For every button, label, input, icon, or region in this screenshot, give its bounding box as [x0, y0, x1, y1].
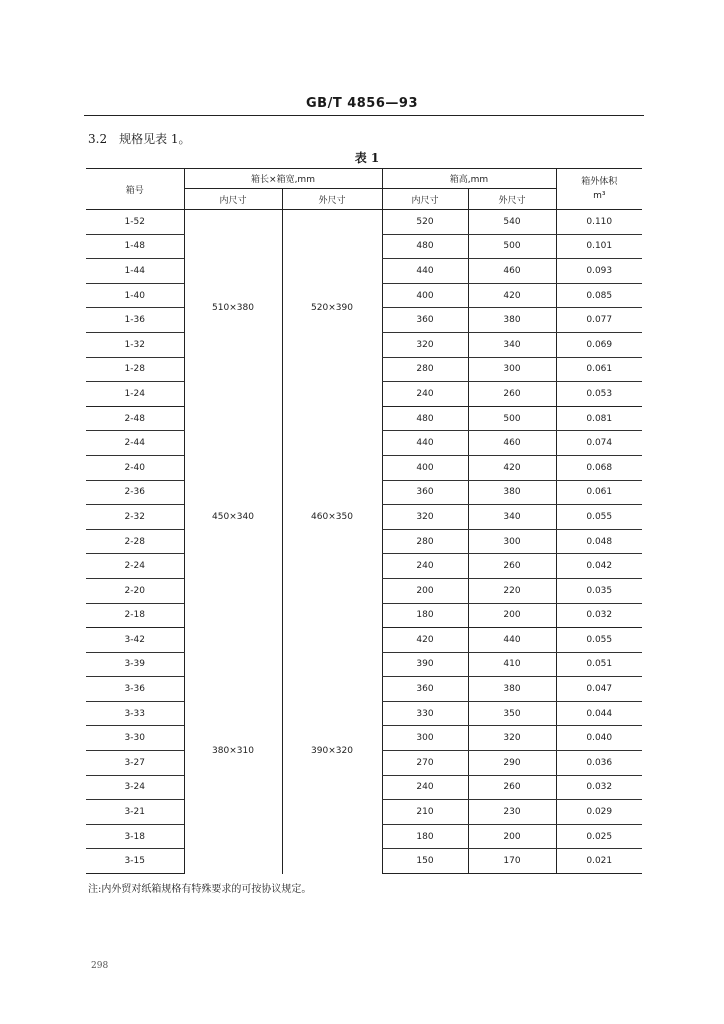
header-h-inner: 内尺寸: [382, 189, 468, 210]
box-no-cell: 3-18: [86, 824, 184, 849]
inner-h-cell: 180: [382, 824, 468, 849]
inner-h-cell: 360: [382, 480, 468, 505]
outer-h-cell: 340: [468, 332, 556, 357]
inner-h-cell: 320: [382, 505, 468, 530]
outer-h-cell: 380: [468, 308, 556, 333]
volume-cell: 0.069: [556, 332, 642, 357]
box-no-cell: 3-39: [86, 652, 184, 677]
volume-cell: 0.025: [556, 824, 642, 849]
inner-h-cell: 440: [382, 259, 468, 284]
volume-cell: 0.042: [556, 554, 642, 579]
inner-h-cell: 240: [382, 382, 468, 407]
table-caption: 表 1: [354, 151, 380, 165]
box-no-cell: 1-28: [86, 357, 184, 382]
header-length-width: 箱长×箱宽,mm: [184, 169, 382, 189]
outer-h-cell: 380: [468, 677, 556, 702]
outer-h-cell: 460: [468, 259, 556, 284]
header-lw-inner: 内尺寸: [184, 189, 282, 210]
inner-h-cell: 180: [382, 603, 468, 628]
box-no-cell: 3-30: [86, 726, 184, 751]
header-box-no: 箱号: [86, 169, 184, 210]
box-no-cell: 3-27: [86, 751, 184, 776]
outer-h-cell: 410: [468, 652, 556, 677]
box-no-cell: 2-40: [86, 455, 184, 480]
volume-cell: 0.029: [556, 800, 642, 825]
box-no-cell: 2-36: [86, 480, 184, 505]
inner-h-cell: 520: [382, 210, 468, 235]
volume-cell: 0.055: [556, 505, 642, 530]
volume-cell: 0.047: [556, 677, 642, 702]
outer-h-cell: 540: [468, 210, 556, 235]
inner-h-cell: 400: [382, 455, 468, 480]
volume-cell: 0.048: [556, 529, 642, 554]
box-no-cell: 3-21: [86, 800, 184, 825]
volume-cell: 0.032: [556, 775, 642, 800]
outer-h-cell: 170: [468, 849, 556, 874]
inner-h-cell: 280: [382, 529, 468, 554]
box-no-cell: 2-44: [86, 431, 184, 456]
box-no-cell: 1-24: [86, 382, 184, 407]
outer-h-cell: 420: [468, 455, 556, 480]
header-height: 箱高,mm: [382, 169, 556, 189]
volume-cell: 0.036: [556, 751, 642, 776]
volume-cell: 0.061: [556, 480, 642, 505]
box-no-cell: 3-15: [86, 849, 184, 874]
table-note: 注:内外贸对纸箱规格有特殊要求的可按协议规定。: [88, 884, 312, 895]
outer-lw-cell: 520×390: [282, 210, 382, 407]
box-no-cell: 2-20: [86, 578, 184, 603]
outer-h-cell: 340: [468, 505, 556, 530]
inner-h-cell: 420: [382, 628, 468, 653]
inner-lw-cell: 380×310: [184, 628, 282, 874]
outer-h-cell: 220: [468, 578, 556, 603]
inner-h-cell: 300: [382, 726, 468, 751]
box-no-cell: 1-40: [86, 283, 184, 308]
inner-lw-cell: 510×380: [184, 210, 282, 407]
box-no-cell: 3-42: [86, 628, 184, 653]
table-row: [86, 406, 642, 431]
inner-h-cell: 400: [382, 283, 468, 308]
box-no-cell: 1-36: [86, 308, 184, 333]
box-no-cell: 3-33: [86, 701, 184, 726]
outer-h-cell: 200: [468, 603, 556, 628]
inner-h-cell: 330: [382, 701, 468, 726]
inner-h-cell: 480: [382, 234, 468, 259]
header-h-outer: 外尺寸: [468, 189, 556, 210]
section-clause: [88, 130, 191, 147]
outer-h-cell: 260: [468, 554, 556, 579]
header-volume-unit: m³: [593, 191, 606, 201]
outer-h-cell: 500: [468, 406, 556, 431]
table-row: [86, 628, 642, 653]
volume-cell: 0.035: [556, 578, 642, 603]
outer-h-cell: 200: [468, 824, 556, 849]
inner-h-cell: 270: [382, 751, 468, 776]
header-volume: [556, 169, 642, 210]
volume-cell: 0.021: [556, 849, 642, 874]
volume-cell: 0.051: [556, 652, 642, 677]
box-no-cell: 1-48: [86, 234, 184, 259]
outer-h-cell: 290: [468, 751, 556, 776]
volume-cell: 0.110: [556, 210, 642, 235]
outer-h-cell: 420: [468, 283, 556, 308]
volume-cell: 0.040: [556, 726, 642, 751]
outer-lw-cell: 460×350: [282, 406, 382, 627]
inner-h-cell: 390: [382, 652, 468, 677]
outer-h-cell: 260: [468, 382, 556, 407]
volume-cell: 0.085: [556, 283, 642, 308]
volume-cell: 0.101: [556, 234, 642, 259]
inner-h-cell: 210: [382, 800, 468, 825]
volume-cell: 0.055: [556, 628, 642, 653]
header-rule: [84, 115, 644, 116]
inner-h-cell: 360: [382, 677, 468, 702]
inner-h-cell: 200: [382, 578, 468, 603]
volume-cell: 0.068: [556, 455, 642, 480]
volume-cell: 0.081: [556, 406, 642, 431]
header-lw-outer: 外尺寸: [282, 189, 382, 210]
outer-h-cell: 320: [468, 726, 556, 751]
outer-h-cell: 230: [468, 800, 556, 825]
standard-code: GB/T 4856—93: [306, 96, 418, 111]
outer-h-cell: 440: [468, 628, 556, 653]
volume-cell: 0.032: [556, 603, 642, 628]
inner-h-cell: 440: [382, 431, 468, 456]
inner-lw-cell: 450×340: [184, 406, 282, 627]
inner-h-cell: 280: [382, 357, 468, 382]
volume-cell: 0.053: [556, 382, 642, 407]
box-no-cell: 2-18: [86, 603, 184, 628]
outer-lw-cell: 390×320: [282, 628, 382, 874]
box-no-cell: 2-48: [86, 406, 184, 431]
spec-table: [86, 168, 642, 874]
box-no-cell: 2-24: [86, 554, 184, 579]
outer-h-cell: 260: [468, 775, 556, 800]
inner-h-cell: 240: [382, 554, 468, 579]
box-no-cell: 1-32: [86, 332, 184, 357]
table-body: [86, 210, 642, 874]
box-no-cell: 2-32: [86, 505, 184, 530]
volume-cell: 0.061: [556, 357, 642, 382]
box-no-cell: 3-24: [86, 775, 184, 800]
table-row: [86, 210, 642, 235]
volume-cell: 0.077: [556, 308, 642, 333]
outer-h-cell: 300: [468, 357, 556, 382]
header-volume-label: 箱外体积: [581, 177, 618, 187]
outer-h-cell: 460: [468, 431, 556, 456]
volume-cell: 0.074: [556, 431, 642, 456]
outer-h-cell: 500: [468, 234, 556, 259]
inner-h-cell: 320: [382, 332, 468, 357]
section-number: 3.2: [88, 132, 108, 146]
outer-h-cell: 380: [468, 480, 556, 505]
inner-h-cell: 240: [382, 775, 468, 800]
inner-h-cell: 150: [382, 849, 468, 874]
inner-h-cell: 360: [382, 308, 468, 333]
inner-h-cell: 480: [382, 406, 468, 431]
box-no-cell: 3-36: [86, 677, 184, 702]
box-no-cell: 1-52: [86, 210, 184, 235]
page-number: 298: [91, 961, 109, 971]
outer-h-cell: 300: [468, 529, 556, 554]
box-no-cell: 1-44: [86, 259, 184, 284]
volume-cell: 0.044: [556, 701, 642, 726]
section-text: 规格见表 1。: [119, 132, 191, 146]
box-no-cell: 2-28: [86, 529, 184, 554]
outer-h-cell: 350: [468, 701, 556, 726]
volume-cell: 0.093: [556, 259, 642, 284]
